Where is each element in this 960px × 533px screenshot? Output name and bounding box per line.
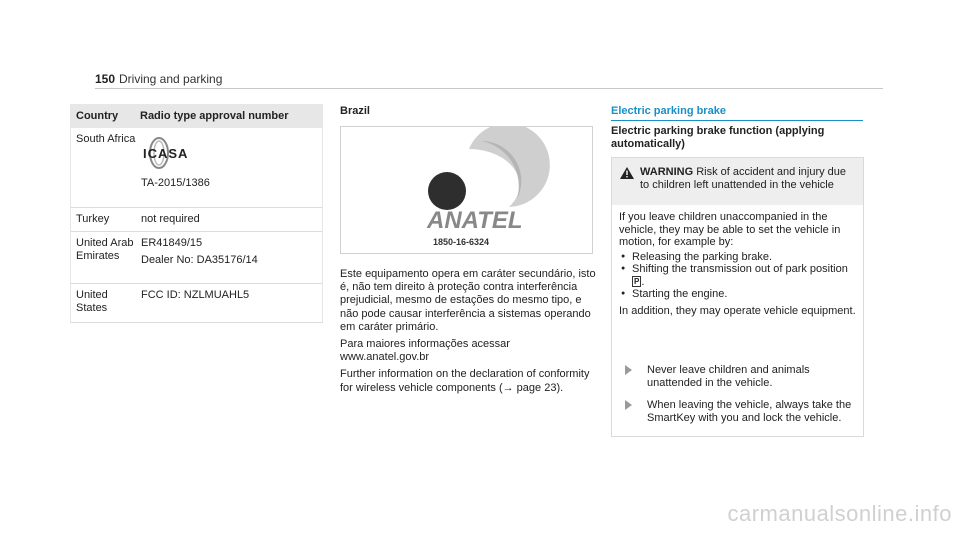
warning-list (619, 251, 859, 301)
warning-box (611, 157, 864, 437)
action-steps (619, 364, 859, 434)
table-row (70, 208, 323, 232)
table-header (70, 104, 323, 128)
table-cell-country: Turkey (76, 213, 110, 225)
step-text: Never leave children and animals unattended in the vehicle. (647, 364, 810, 389)
warning-triangle-icon (620, 167, 634, 179)
table-cell-approval: TA-2015/1386 (141, 177, 210, 189)
table-cell-dealer: Dealer No: DA35176/14 (141, 254, 258, 266)
warning-intro: If you leave children unaccompanied in the vehicle, they may be able to set the vehicle in motion, for example by: (619, 211, 841, 248)
warning-body (619, 211, 859, 317)
header-divider (95, 88, 883, 89)
anatel-logo-text: ANATEL (427, 207, 523, 234)
step-text: When leaving the vehicle, always take the SmartKey with you and lock the vehicle. (647, 399, 852, 424)
section-title: Electric parking brake (611, 105, 726, 117)
brazil-paragraph: Este equipamento opera em caráter secundário, isto é, não tem direito à proteção contra interferência prejudicial, mesmo de estações do mesmo tipo, e não pode causar interferência a sistemas operando em caráter primário. (340, 268, 596, 333)
brazil-paragraph: Para maiores informações acessar www.anatel.gov.br (340, 338, 510, 364)
column-header-country: Country (76, 109, 119, 122)
table-row (70, 232, 323, 284)
conformity-paragraph: Further information on the declaration of conformity for wireless vehicle components (→ page 23). (340, 368, 590, 394)
page-number: 150 (95, 72, 116, 86)
subsection-title: Electric parking brake function (applying automatically) (611, 125, 825, 150)
section-name: Driving and parking (119, 72, 223, 86)
icasa-logo-text: ICASA (143, 146, 189, 161)
table-row (70, 284, 323, 323)
arrow-right-icon (625, 365, 632, 375)
table-cell-country: United Arab Emirates (76, 237, 134, 262)
warning-label: WARNING (640, 166, 694, 178)
anatel-logo (341, 127, 592, 253)
list-item (619, 399, 859, 424)
brazil-text (340, 268, 600, 399)
table-cell-approval: ER41849/15 (141, 237, 203, 249)
list-item: ● Starting the engine. (619, 288, 859, 301)
watermark: carmanualsonline.info (727, 501, 952, 526)
table-cell-country: South Africa (76, 133, 136, 145)
column-header-approval: Radio type approval number (140, 109, 289, 122)
section-divider (611, 120, 863, 121)
table-cell-approval: not required (141, 213, 200, 225)
warning-after: In addition, they may operate vehicle equipment. (619, 304, 856, 317)
table-cell-approval: FCC ID: NZLMUAHL5 (141, 289, 250, 301)
warning-header (612, 158, 863, 205)
list-item: ● Releasing the parking brake. (619, 251, 859, 264)
icasa-logo (141, 135, 201, 171)
radio-approval-table (70, 104, 323, 323)
list-item (619, 364, 859, 389)
park-position-icon: P (634, 276, 640, 286)
warning-text: Risk of accident and injury due to children left unattended in the vehicle (640, 166, 847, 191)
table-row (70, 128, 323, 208)
arrow-right-icon (625, 400, 632, 410)
anatel-logo-box (340, 126, 593, 254)
brazil-heading: Brazil (340, 105, 370, 117)
anatel-logo-number: 1850-16-6324 (433, 237, 490, 247)
list-item: ● Shifting the transmission out of park position P . (619, 263, 859, 288)
table-cell-country: United States (76, 289, 108, 314)
